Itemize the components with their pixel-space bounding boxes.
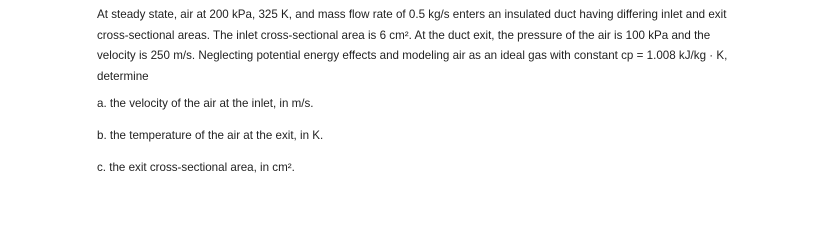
question-part-b: b. the temperature of the air at the exit, in K.: [97, 129, 324, 142]
question-part-a: a. the velocity of the air at the inlet, in m/s.: [97, 97, 314, 110]
question-part-c: c. the exit cross-sectional area, in cm².: [97, 161, 295, 174]
problem-document: [97, 5, 737, 174]
problem-statement: At steady state, air at 200 kPa, 325 K, and mass flow rate of 0.5 kg/s enters an insulated duct having differing inlet and exit cross-sectional areas. The inlet cross-sectional area is 6 cm². At the duct exit, the pressure of the air is 100 kPa and the velocity is 250 m/s. Neglecting potential energy effects and modeling air as an ideal gas with constant cp = 1.008 kJ/kg · K, determine: [97, 8, 728, 83]
